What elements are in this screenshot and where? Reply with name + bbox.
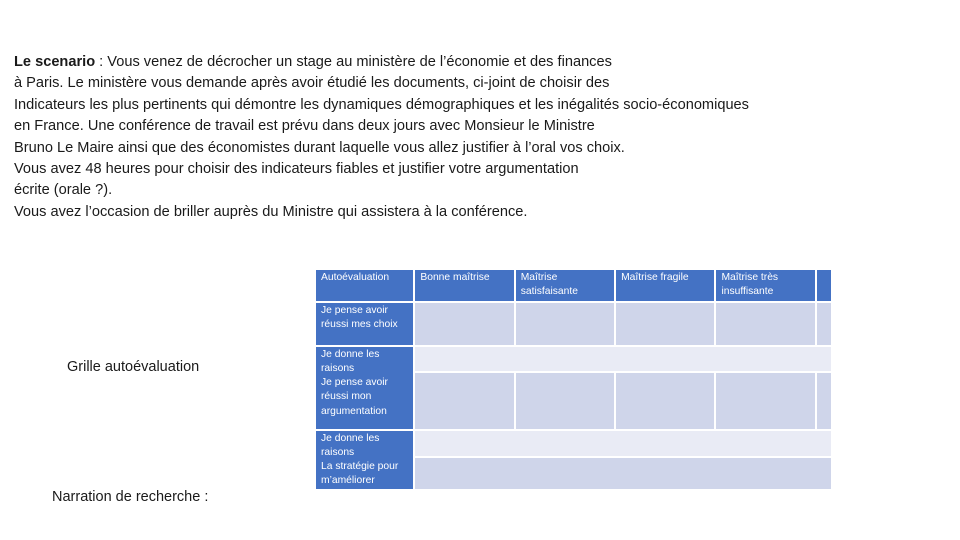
- grid-cell: [616, 373, 714, 429]
- header-autoevaluation: Autoévaluation: [316, 270, 413, 301]
- grid-cell: [516, 373, 614, 429]
- header-maitrise-tres-insuffisante: Maîtrise très insuffisante: [716, 270, 814, 301]
- scenario-line-4: en France. Une conférence de travail est prévu dans deux jours avec Monsieur le Ministre: [14, 118, 595, 135]
- scenario-lead: Le scenario: [14, 54, 96, 70]
- scenario-line-1: Le scenario : Vous venez de décrocher un stage au ministère de l’économie et des finances: [14, 54, 612, 70]
- grid-cell: [516, 303, 614, 345]
- grid-row-choix: [316, 303, 831, 345]
- grid-header-row: [316, 270, 831, 301]
- scenario-line-7: écrite (orale ?).: [14, 182, 113, 199]
- grid-cell: [415, 373, 513, 429]
- grid-span-cell: [415, 431, 831, 456]
- row-label-raisons-argumentation: Je donne les raisons Je pense avoir réussi mon argumentation: [316, 347, 413, 429]
- row-label-raisons-strategie: Je donne les raisons La stratégie pour m’améliorer: [316, 431, 413, 489]
- scenario-text: [14, 52, 914, 223]
- grid-row-raisons-1: [316, 347, 831, 371]
- grid-row-raisons-2: [316, 431, 831, 456]
- header-bonne-maitrise: Bonne maîtrise: [415, 270, 513, 301]
- header-maitrise-satisfaisante: Maîtrise satisfaisante: [516, 270, 614, 301]
- grid-cell: [716, 303, 814, 345]
- grid-cell: [716, 373, 814, 429]
- grid-cell: [817, 303, 831, 345]
- scenario-line-8: Vous avez l’occasion de briller auprès du Ministre qui assistera à la conférence.: [14, 203, 528, 220]
- scenario-line-6: Vous avez 48 heures pour choisir des indicateurs fiables et justifier votre argumentation: [14, 161, 579, 178]
- grid-cell: [616, 303, 714, 345]
- grid-span-cell: [415, 458, 831, 489]
- grid-cell: [817, 373, 831, 429]
- scenario-line-3: Indicateurs les plus pertinents qui démontre les dynamiques démographiques et les inégalités socio-économiques: [14, 96, 749, 113]
- narration-label: Narration de recherche :: [52, 489, 209, 505]
- header-extra: [817, 270, 831, 301]
- self-assessment-grid: [314, 268, 831, 489]
- scenario-line-2: à Paris. Le ministère vous demande après avoir étudié les documents, ci-joint de choisir des: [14, 75, 610, 92]
- header-maitrise-fragile: Maîtrise fragile: [616, 270, 714, 301]
- grid-cell: [415, 303, 513, 345]
- row-label-choix: Je pense avoir réussi mes choix: [316, 303, 413, 345]
- scenario-line-5: Bruno Le Maire ainsi que des économistes durant laquelle vous allez justifier à l’oral vos choix.: [14, 139, 625, 156]
- grid-span-cell: [415, 347, 831, 371]
- grid-title: Grille autoévaluation: [67, 359, 200, 375]
